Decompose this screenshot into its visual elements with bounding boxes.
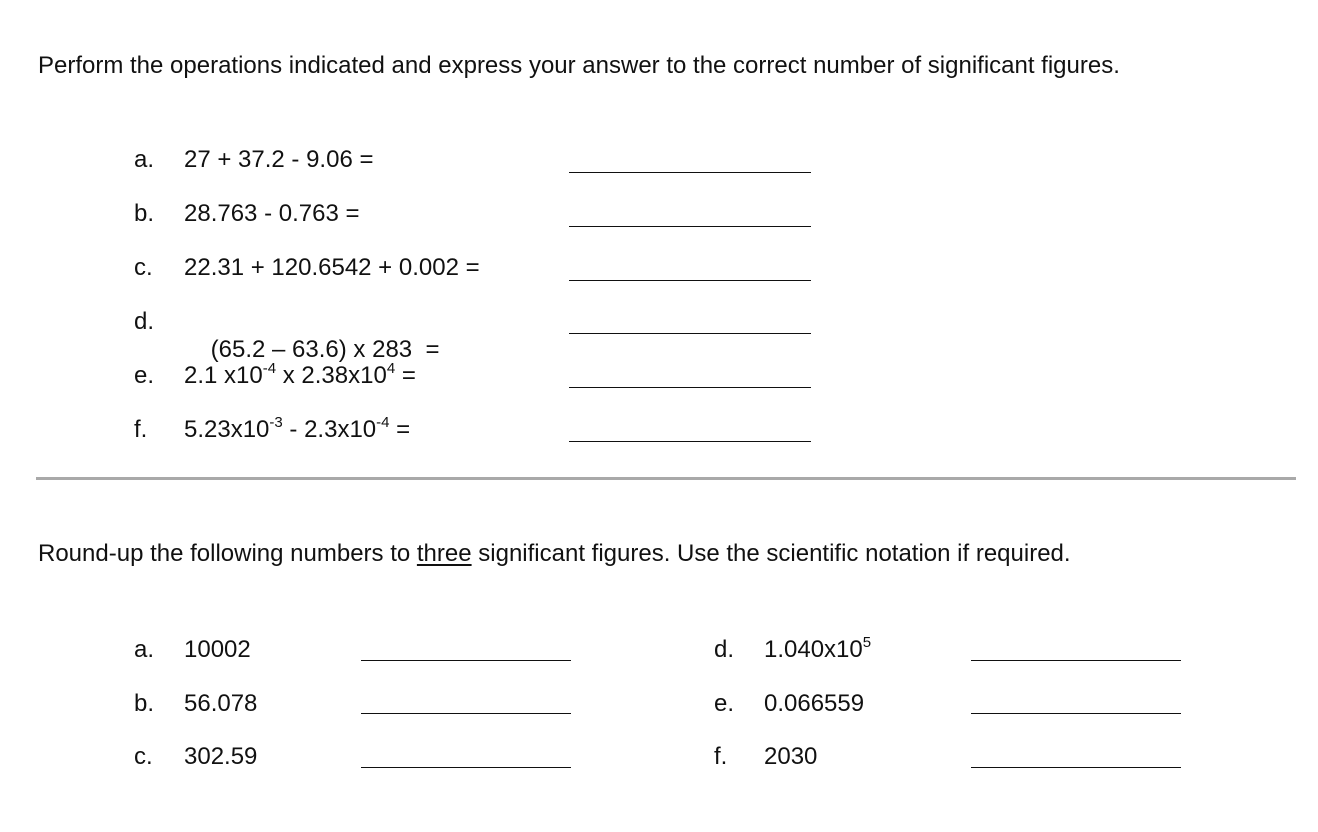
answer-blank[interactable] [971,767,1181,768]
number-value [764,690,864,718]
expression [184,416,410,444]
item-letter: d. [714,636,735,663]
number-value: 56.078 [184,690,258,717]
expression-text: (65.2 – 63.6) x 283 = [210,336,440,363]
item-letter: f. [714,743,728,770]
number-base: 2030 [764,743,818,770]
expression [184,200,359,228]
expression-text: 28.763 - 0.763 = [184,200,360,227]
expression-text: 5.23x10 [184,416,270,443]
expression-text: 27 + 37.2 - 9.06 = [184,146,374,173]
expression [184,146,373,174]
answer-blank[interactable] [569,387,811,388]
expression-text: = [389,416,411,443]
item-letter: e. [134,362,155,389]
number-value: 10002 [184,636,251,663]
number-value: 302.59 [184,743,258,770]
number-value [764,743,817,771]
exponent: -3 [269,414,283,431]
instruction-emphasis: three [416,540,472,567]
expression [184,254,480,282]
number-base: 0.066559 [764,690,865,717]
section2-instruction [38,540,1071,568]
exponent: 5 [862,634,872,651]
instruction-text: Round-up the following numbers to [38,540,417,567]
answer-blank[interactable] [971,713,1181,714]
item-letter: c. [134,743,153,770]
expression-text: - 2.3x10 [282,416,377,443]
exponent: 4 [386,360,396,377]
section-divider [36,477,1296,480]
answer-blank[interactable] [361,767,571,768]
instruction-text: significant figures. Use the scientific notation if required. [471,540,1071,567]
answer-blank[interactable] [569,441,811,442]
expression-text: x 2.38x10 [276,362,387,389]
expression-text: 2.1 x10 [184,362,263,389]
expression-text: = [395,362,416,389]
answer-blank[interactable] [361,660,571,661]
section1-instruction: Perform the operations indicated and express your answer to the correct number of significant figures. [38,52,1120,79]
item-letter: a. [134,146,155,173]
item-letter: d. [134,308,155,335]
number-base: 1.040x10 [764,636,863,663]
expression [184,362,416,390]
answer-blank[interactable] [569,172,811,173]
answer-blank[interactable] [569,226,811,227]
answer-blank[interactable] [971,660,1181,661]
exponent: -4 [376,414,390,431]
answer-blank[interactable] [569,333,811,334]
item-letter: a. [134,636,155,663]
answer-blank[interactable] [569,280,811,281]
answer-blank[interactable] [361,713,571,714]
item-letter: b. [134,200,155,227]
number-value [764,636,871,664]
expression-text: 22.31 + 120.6542 + 0.002 = [184,254,480,281]
exponent: -4 [262,360,277,377]
item-letter: f. [134,416,148,443]
item-letter: c. [134,254,153,281]
item-letter: b. [134,690,155,717]
item-letter: e. [714,690,735,717]
